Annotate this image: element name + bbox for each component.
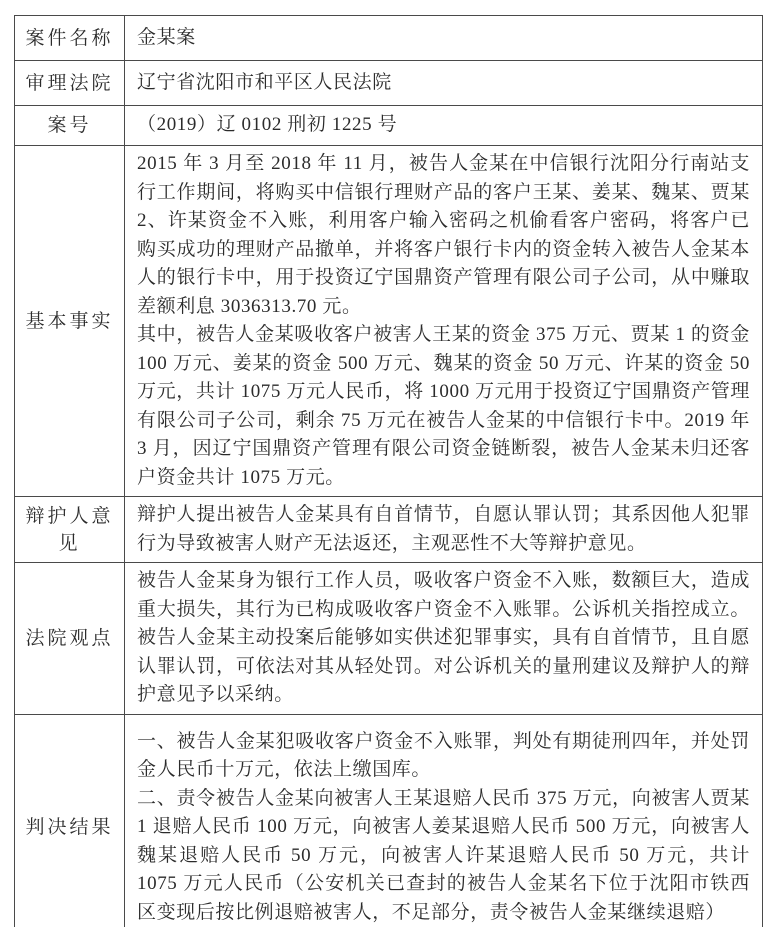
table-row-court-opinion	[15, 563, 763, 715]
row-label-defense-opinion	[15, 497, 125, 563]
row-label-judgment-result	[15, 714, 125, 927]
cell-court	[125, 61, 763, 106]
cell-judgment-result	[125, 714, 763, 927]
paragraph: 辽宁省沈阳市和平区人民法院	[137, 71, 392, 93]
label-text: 判决结果	[25, 817, 114, 838]
table-row-basic-facts	[15, 146, 763, 497]
paragraph: 被告人金某身为银行工作人员，吸收客户资金不入账，数额巨大，造成重大损失，其行为已构成吸收客户资金不入账罪。公诉机关指控成立。被告人金某主动投案后能够如实供述犯罪事实，具有自首情节，且自愿认罪认罚，可依法对其从轻处罚。对公诉机关的量刑建议及辩护人的辩护意见予以采纳。	[137, 570, 750, 705]
paragraph: 其中，被告人金某吸收客户被害人王某的资金 375 万元、贾某 1 的资金 100 万元、姜某的资金 500 万元、魏某的资金 50 万元、许某的资金 50 万元，共计 1075 万元人民币，将 1000 万元用于投资辽宁国鼎资产管理有限公司子公司，剩余 75 万元在被告人金某的中信银行卡中。2019 年 3 月，因辽宁国鼎资产管理有限公司资金链断裂，被告人金某未归还客户资金共计 1075 万元。	[137, 324, 750, 488]
paragraph: 2015 年 3 月至 2018 年 11 月，被告人金某在中信银行沈阳分行南站支行工作期间，将购买中信银行理财产品的客户王某、姜某、魏某、贾某 2、许某资金不入账，利用客户输入密码之机偷看客户密码，将客户已购买成功的理财产品撤单，并将客户银行卡内的资金转入被告人金某本人的银行卡中，用于投资辽宁国鼎资产管理有限公司子公司，从中赚取差额利息 3036313.70 元。	[137, 153, 750, 317]
row-label-basic-facts	[15, 146, 125, 497]
table-row-case-name	[15, 16, 763, 61]
cell-defense-opinion	[125, 497, 763, 563]
label-text: 法院观点	[25, 627, 114, 649]
table-row-defense-opinion	[15, 497, 763, 563]
paragraph: 二、责令被告人金某向被害人王某退赔人民币 375 万元，向被害人贾某 1 退赔人民币 100 万元，向被害人姜某退赔人民币 500 万元，向被害人魏某退赔人民币 50 万元，向被害人许某退赔人民币 50 万元，共计 1075 万元人民币（公安机关已查封的被告人金某名下位于沈阳市铁西区变现后按比例退赔被害人，不足部分，责令被告人金某继续退赔）	[137, 787, 750, 923]
row-label-court	[15, 61, 125, 106]
paragraph: 一、被告人金某犯吸收客户资金不入账罪，判处有期徒刑四年，并处罚金人民币十万元，依法上缴国库。	[137, 730, 750, 781]
table-row-case-number	[15, 106, 763, 146]
row-label-court-opinion	[15, 563, 125, 715]
table-row-court	[15, 61, 763, 106]
label-text: 案件名称	[25, 27, 114, 49]
cell-case-name	[125, 16, 763, 61]
cell-court-opinion	[125, 563, 763, 715]
label-text: 审理法院	[25, 72, 114, 94]
paragraph: 金某案	[137, 26, 196, 48]
table-row-judgment-result	[15, 714, 763, 927]
paragraph: （2019）辽 0102 刑初 1225 号	[137, 114, 398, 136]
row-label-case-number	[15, 106, 125, 146]
case-summary-table	[14, 15, 763, 927]
cell-case-number	[125, 106, 763, 146]
cell-basic-facts	[125, 146, 763, 497]
label-text: 案号	[47, 115, 92, 136]
label-text: 辩护人意见	[25, 505, 114, 554]
label-text: 基本事实	[25, 310, 114, 332]
paragraph: 辩护人提出被告人金某具有自首情节，自愿认罪认罚；其系因他人犯罪行为导致被害人财产无法返还，主观恶性不大等辩护意见。	[137, 504, 750, 554]
row-label-case-name	[15, 16, 125, 61]
